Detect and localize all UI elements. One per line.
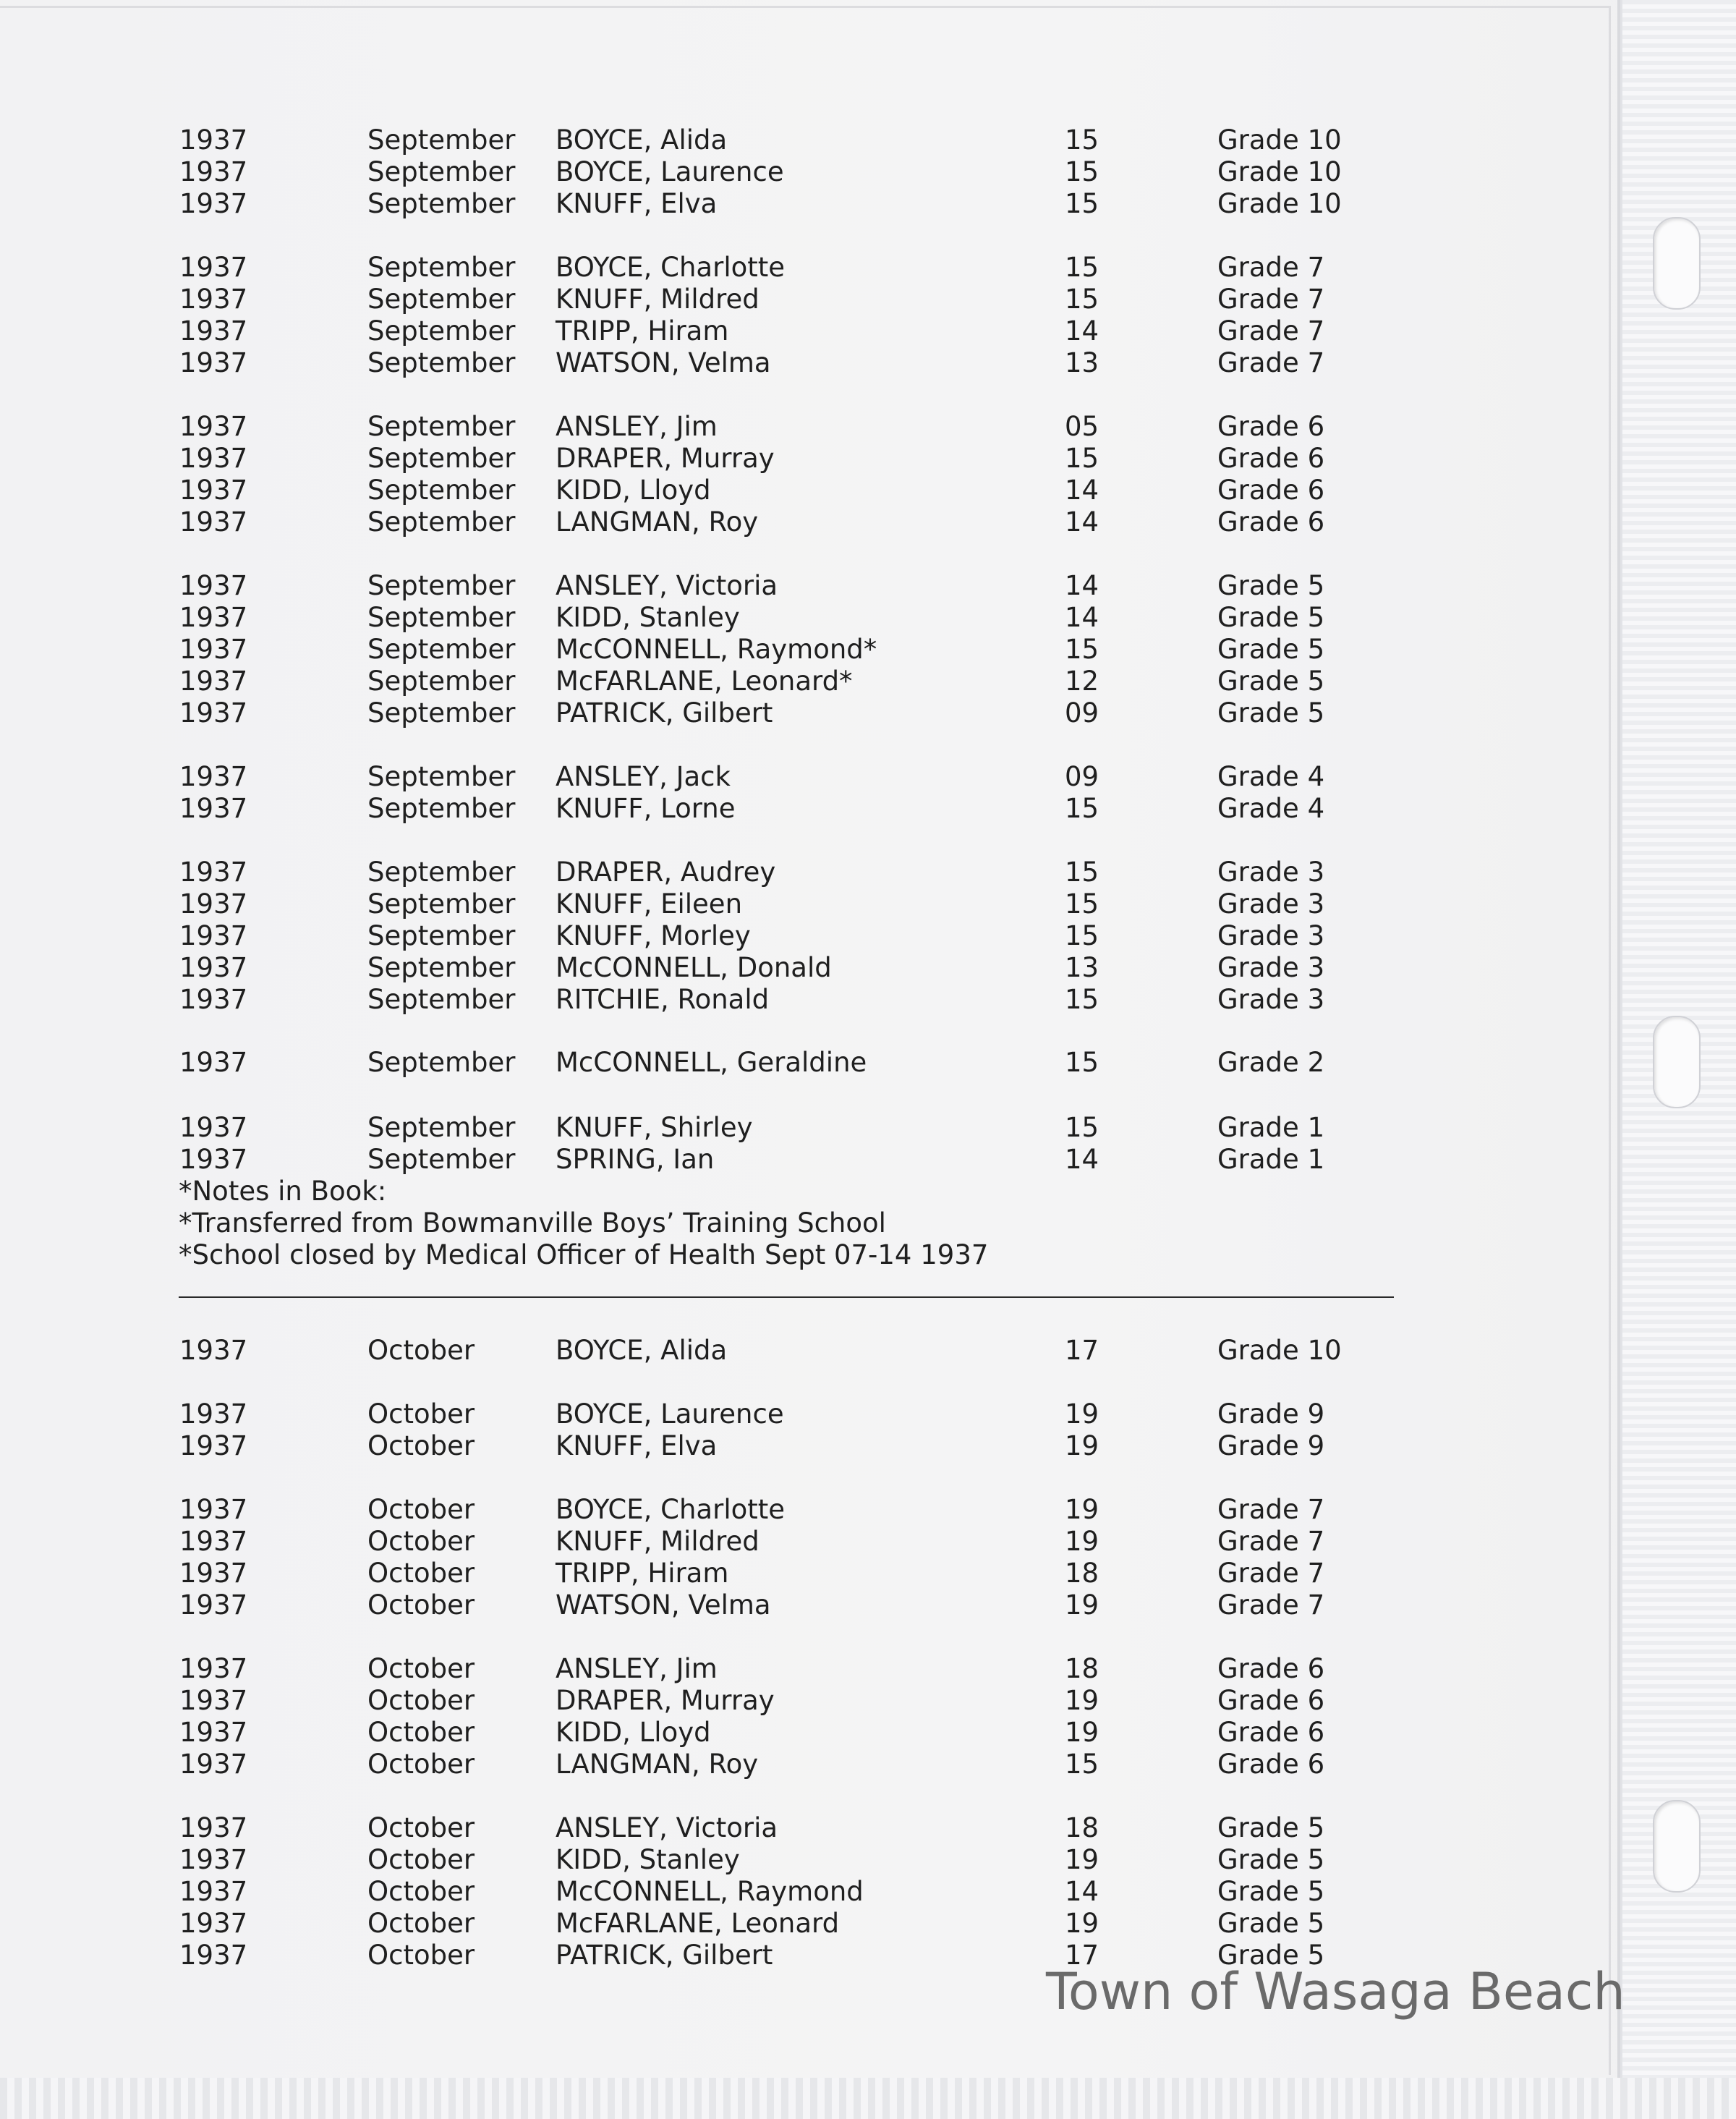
day-cell: 14 — [1065, 1144, 1099, 1175]
year-cell: 1937 — [179, 634, 248, 665]
month-cell: September — [367, 284, 516, 315]
grade-cell: Grade 9 — [1217, 1430, 1325, 1461]
table-row — [0, 1749, 1620, 1780]
day-cell: 05 — [1065, 411, 1099, 442]
table-row — [0, 1558, 1620, 1589]
name-cell: LANGMAN, Roy — [556, 506, 759, 538]
name-cell: LANGMAN, Roy — [556, 1749, 759, 1780]
name-cell: KNUFF, Mildred — [556, 284, 760, 315]
month-cell: September — [367, 475, 516, 506]
grade-cell: Grade 10 — [1217, 188, 1342, 219]
name-cell: SPRING, Ian — [556, 1144, 715, 1175]
table-row — [0, 252, 1620, 284]
year-cell: 1937 — [179, 475, 248, 506]
table-row — [0, 1112, 1620, 1144]
grade-cell: Grade 3 — [1217, 888, 1325, 920]
year-cell: 1937 — [179, 347, 248, 378]
month-cell: September — [367, 793, 516, 824]
day-cell: 15 — [1065, 984, 1099, 1015]
day-cell: 09 — [1065, 697, 1099, 729]
page-top-edge — [0, 6, 1610, 8]
name-cell: BOYCE, Alida — [556, 124, 728, 156]
day-cell: 15 — [1065, 1112, 1099, 1143]
name-cell: DRAPER, Murray — [556, 443, 775, 474]
table-row — [0, 761, 1620, 793]
name-cell: McFARLANE, Leonard* — [556, 666, 853, 697]
month-cell: October — [367, 1558, 475, 1589]
grade-cell: Grade 4 — [1217, 793, 1325, 824]
name-cell: KNUFF, Morley — [556, 920, 751, 951]
grade-cell: Grade 7 — [1217, 1526, 1325, 1557]
name-cell: McCONNELL, Geraldine — [556, 1047, 867, 1078]
month-cell: September — [367, 506, 516, 538]
year-cell: 1937 — [179, 124, 248, 156]
grade-cell: Grade 5 — [1217, 634, 1325, 665]
table-row — [0, 1589, 1620, 1621]
year-cell: 1937 — [179, 411, 248, 442]
name-cell: KNUFF, Elva — [556, 188, 718, 219]
year-cell: 1937 — [179, 1844, 248, 1875]
month-cell: October — [367, 1653, 475, 1684]
year-cell: 1937 — [179, 952, 248, 983]
table-row — [0, 1653, 1620, 1685]
grade-cell: Grade 7 — [1217, 252, 1325, 283]
name-cell: PATRICK, Gilbert — [556, 1940, 773, 1971]
day-cell: 19 — [1065, 1908, 1099, 1939]
grade-cell: Grade 5 — [1217, 570, 1325, 601]
table-row — [0, 793, 1620, 825]
day-cell: 14 — [1065, 602, 1099, 633]
table-row — [0, 634, 1620, 666]
table-row — [0, 570, 1620, 602]
table-row — [0, 411, 1620, 443]
day-cell: 15 — [1065, 124, 1099, 156]
name-cell: TRIPP, Hiram — [556, 315, 729, 347]
month-cell: October — [367, 1749, 475, 1780]
name-cell: McFARLANE, Leonard — [556, 1908, 840, 1939]
month-cell: September — [367, 984, 516, 1015]
month-cell: October — [367, 1844, 475, 1875]
sheet-protector-bottom — [0, 2078, 1736, 2119]
day-cell: 15 — [1065, 284, 1099, 315]
month-cell: September — [367, 1144, 516, 1175]
day-cell: 14 — [1065, 475, 1099, 506]
day-cell: 19 — [1065, 1430, 1099, 1461]
month-cell: September — [367, 888, 516, 920]
month-cell: September — [367, 666, 516, 697]
month-cell: September — [367, 857, 516, 888]
day-cell: 19 — [1065, 1526, 1099, 1557]
month-cell: September — [367, 697, 516, 729]
grade-cell: Grade 1 — [1217, 1112, 1325, 1143]
grade-cell: Grade 6 — [1217, 443, 1325, 474]
grade-cell: Grade 10 — [1217, 156, 1342, 187]
day-cell: 12 — [1065, 666, 1099, 697]
table-row — [0, 156, 1620, 188]
year-cell: 1937 — [179, 1526, 248, 1557]
day-cell: 13 — [1065, 347, 1099, 378]
table-row — [0, 697, 1620, 729]
day-cell: 14 — [1065, 315, 1099, 347]
day-cell: 15 — [1065, 188, 1099, 219]
year-cell: 1937 — [179, 984, 248, 1015]
grade-cell: Grade 3 — [1217, 920, 1325, 951]
note-line: *School closed by Medical Officer of Health Sept 07-14 1937 — [179, 1239, 989, 1270]
year-cell: 1937 — [179, 1876, 248, 1907]
name-cell: KNUFF, Shirley — [556, 1112, 753, 1143]
year-cell: 1937 — [179, 1685, 248, 1716]
name-cell: ANSLEY, Jim — [556, 1653, 718, 1684]
table-row — [0, 475, 1620, 506]
table-row — [0, 347, 1620, 379]
year-cell: 1937 — [179, 284, 248, 315]
grade-cell: Grade 10 — [1217, 124, 1342, 156]
table-row — [0, 666, 1620, 697]
year-cell: 1937 — [179, 1558, 248, 1589]
month-cell: October — [367, 1685, 475, 1716]
month-cell: September — [367, 124, 516, 156]
name-cell: BOYCE, Laurence — [556, 1398, 784, 1430]
month-cell: October — [367, 1589, 475, 1621]
grade-cell: Grade 5 — [1217, 1908, 1325, 1939]
month-cell: October — [367, 1494, 475, 1525]
table-row — [0, 602, 1620, 634]
day-cell: 19 — [1065, 1494, 1099, 1525]
year-cell: 1937 — [179, 1940, 248, 1971]
day-cell: 15 — [1065, 857, 1099, 888]
month-cell: September — [367, 443, 516, 474]
table-row — [0, 1908, 1620, 1940]
grade-cell: Grade 10 — [1217, 1335, 1342, 1366]
year-cell: 1937 — [179, 888, 248, 920]
grade-cell: Grade 6 — [1217, 411, 1325, 442]
month-cell: September — [367, 634, 516, 665]
grade-cell: Grade 5 — [1217, 1812, 1325, 1843]
day-cell: 15 — [1065, 888, 1099, 920]
month-cell: October — [367, 1876, 475, 1907]
name-cell: ANSLEY, Victoria — [556, 570, 778, 601]
month-cell: September — [367, 570, 516, 601]
year-cell: 1937 — [179, 1589, 248, 1621]
month-cell: September — [367, 602, 516, 633]
day-cell: 15 — [1065, 1749, 1099, 1780]
grade-cell: Grade 7 — [1217, 315, 1325, 347]
year-cell: 1937 — [179, 570, 248, 601]
binder-hole-bottom — [1653, 1800, 1701, 1893]
grade-cell: Grade 6 — [1217, 506, 1325, 538]
year-cell: 1937 — [179, 1494, 248, 1525]
month-cell: October — [367, 1717, 475, 1748]
month-cell: September — [367, 1112, 516, 1143]
grade-cell: Grade 7 — [1217, 1589, 1325, 1621]
year-cell: 1937 — [179, 156, 248, 187]
day-cell: 15 — [1065, 252, 1099, 283]
grade-cell: Grade 4 — [1217, 761, 1325, 792]
table-row — [0, 857, 1620, 888]
name-cell: KIDD, Lloyd — [556, 1717, 711, 1748]
name-cell: DRAPER, Murray — [556, 1685, 775, 1716]
name-cell: KIDD, Stanley — [556, 602, 740, 633]
year-cell: 1937 — [179, 1717, 248, 1748]
year-cell: 1937 — [179, 1749, 248, 1780]
year-cell: 1937 — [179, 315, 248, 347]
name-cell: BOYCE, Laurence — [556, 156, 784, 187]
year-cell: 1937 — [179, 1144, 248, 1175]
year-cell: 1937 — [179, 1430, 248, 1461]
month-cell: October — [367, 1908, 475, 1939]
day-cell: 15 — [1065, 793, 1099, 824]
month-cell: October — [367, 1812, 475, 1843]
year-cell: 1937 — [179, 1047, 248, 1078]
table-row — [0, 1494, 1620, 1526]
grade-cell: Grade 5 — [1217, 1844, 1325, 1875]
day-cell: 19 — [1065, 1589, 1099, 1621]
year-cell: 1937 — [179, 1653, 248, 1684]
table-row — [0, 1685, 1620, 1717]
name-cell: KNUFF, Eileen — [556, 888, 743, 920]
month-cell: September — [367, 952, 516, 983]
grade-cell: Grade 5 — [1217, 1940, 1325, 1971]
day-cell: 18 — [1065, 1812, 1099, 1843]
name-cell: RITCHIE, Ronald — [556, 984, 770, 1015]
name-cell: KNUFF, Lorne — [556, 793, 736, 824]
grade-cell: Grade 6 — [1217, 1717, 1325, 1748]
name-cell: McCONNELL, Raymond — [556, 1876, 864, 1907]
grade-cell: Grade 9 — [1217, 1398, 1325, 1430]
table-row — [0, 1335, 1620, 1367]
table-row — [0, 920, 1620, 952]
name-cell: DRAPER, Audrey — [556, 857, 776, 888]
year-cell: 1937 — [179, 1398, 248, 1430]
year-cell: 1937 — [179, 252, 248, 283]
note-line: *Notes in Book: — [179, 1176, 387, 1207]
grade-cell: Grade 7 — [1217, 1494, 1325, 1525]
note-line: *Transferred from Bowmanville Boys’ Training School — [179, 1207, 886, 1239]
day-cell: 14 — [1065, 1876, 1099, 1907]
name-cell: BOYCE, Charlotte — [556, 1494, 786, 1525]
day-cell: 18 — [1065, 1558, 1099, 1589]
name-cell: WATSON, Velma — [556, 347, 771, 378]
day-cell: 15 — [1065, 634, 1099, 665]
month-cell: October — [367, 1430, 475, 1461]
grade-cell: Grade 3 — [1217, 984, 1325, 1015]
year-cell: 1937 — [179, 602, 248, 633]
day-cell: 14 — [1065, 570, 1099, 601]
year-cell: 1937 — [179, 697, 248, 729]
day-cell: 15 — [1065, 920, 1099, 951]
table-row — [0, 984, 1620, 1016]
year-cell: 1937 — [179, 443, 248, 474]
binder-hole-top — [1653, 217, 1701, 310]
day-cell: 18 — [1065, 1653, 1099, 1684]
table-row — [0, 188, 1620, 220]
name-cell: McCONNELL, Donald — [556, 952, 832, 983]
month-cell: October — [367, 1335, 475, 1366]
table-row — [0, 506, 1620, 538]
month-cell: September — [367, 252, 516, 283]
month-cell: September — [367, 156, 516, 187]
grade-cell: Grade 6 — [1217, 1685, 1325, 1716]
table-row — [0, 284, 1620, 315]
day-cell: 15 — [1065, 156, 1099, 187]
name-cell: WATSON, Velma — [556, 1589, 771, 1621]
month-cell: October — [367, 1526, 475, 1557]
table-row — [0, 888, 1620, 920]
table-row — [0, 315, 1620, 347]
table-row — [0, 124, 1620, 156]
month-cell: September — [367, 347, 516, 378]
name-cell: BOYCE, Alida — [556, 1335, 728, 1366]
year-cell: 1937 — [179, 506, 248, 538]
grade-cell: Grade 5 — [1217, 602, 1325, 633]
year-cell: 1937 — [179, 793, 248, 824]
grade-cell: Grade 5 — [1217, 1876, 1325, 1907]
year-cell: 1937 — [179, 1908, 248, 1939]
table-row — [0, 1398, 1620, 1430]
grade-cell: Grade 5 — [1217, 666, 1325, 697]
year-cell: 1937 — [179, 920, 248, 951]
watermark-text: Town of Wasaga Beach — [1046, 1962, 1625, 2021]
table-row — [0, 1844, 1620, 1876]
table-row — [0, 1144, 1620, 1176]
section-divider — [179, 1296, 1394, 1298]
name-cell: ANSLEY, Victoria — [556, 1812, 778, 1843]
month-cell: September — [367, 1047, 516, 1078]
month-cell: September — [367, 411, 516, 442]
day-cell: 15 — [1065, 443, 1099, 474]
table-row — [0, 1717, 1620, 1749]
grade-cell: Grade 6 — [1217, 1749, 1325, 1780]
day-cell: 19 — [1065, 1685, 1099, 1716]
table-row — [0, 1526, 1620, 1558]
day-cell: 17 — [1065, 1940, 1099, 1971]
grade-cell: Grade 3 — [1217, 952, 1325, 983]
grade-cell: Grade 2 — [1217, 1047, 1325, 1078]
month-cell: September — [367, 761, 516, 792]
year-cell: 1937 — [179, 1812, 248, 1843]
day-cell: 14 — [1065, 506, 1099, 538]
name-cell: TRIPP, Hiram — [556, 1558, 729, 1589]
day-cell: 09 — [1065, 761, 1099, 792]
name-cell: BOYCE, Charlotte — [556, 252, 786, 283]
day-cell: 19 — [1065, 1844, 1099, 1875]
grade-cell: Grade 7 — [1217, 1558, 1325, 1589]
year-cell: 1937 — [179, 666, 248, 697]
grade-cell: Grade 6 — [1217, 475, 1325, 506]
day-cell: 13 — [1065, 952, 1099, 983]
table-row — [0, 443, 1620, 475]
grade-cell: Grade 1 — [1217, 1144, 1325, 1175]
table-row — [0, 1430, 1620, 1462]
grade-cell: Grade 5 — [1217, 697, 1325, 729]
table-row — [0, 952, 1620, 984]
binder-hole-middle — [1653, 1016, 1701, 1108]
name-cell: KIDD, Lloyd — [556, 475, 711, 506]
year-cell: 1937 — [179, 1335, 248, 1366]
name-cell: McCONNELL, Raymond* — [556, 634, 877, 665]
grade-cell: Grade 6 — [1217, 1653, 1325, 1684]
year-cell: 1937 — [179, 857, 248, 888]
name-cell: ANSLEY, Jim — [556, 411, 718, 442]
month-cell: September — [367, 920, 516, 951]
month-cell: September — [367, 188, 516, 219]
table-row — [0, 1812, 1620, 1844]
day-cell: 19 — [1065, 1398, 1099, 1430]
month-cell: October — [367, 1940, 475, 1971]
table-row — [0, 1047, 1620, 1079]
grade-cell: Grade 7 — [1217, 284, 1325, 315]
month-cell: October — [367, 1398, 475, 1430]
table-row — [0, 1876, 1620, 1908]
name-cell: PATRICK, Gilbert — [556, 697, 773, 729]
day-cell: 17 — [1065, 1335, 1099, 1366]
name-cell: KNUFF, Elva — [556, 1430, 718, 1461]
day-cell: 19 — [1065, 1717, 1099, 1748]
name-cell: KNUFF, Mildred — [556, 1526, 760, 1557]
grade-cell: Grade 7 — [1217, 347, 1325, 378]
name-cell: KIDD, Stanley — [556, 1844, 740, 1875]
year-cell: 1937 — [179, 188, 248, 219]
grade-cell: Grade 3 — [1217, 857, 1325, 888]
day-cell: 15 — [1065, 1047, 1099, 1078]
name-cell: ANSLEY, Jack — [556, 761, 731, 792]
year-cell: 1937 — [179, 1112, 248, 1143]
year-cell: 1937 — [179, 761, 248, 792]
month-cell: September — [367, 315, 516, 347]
